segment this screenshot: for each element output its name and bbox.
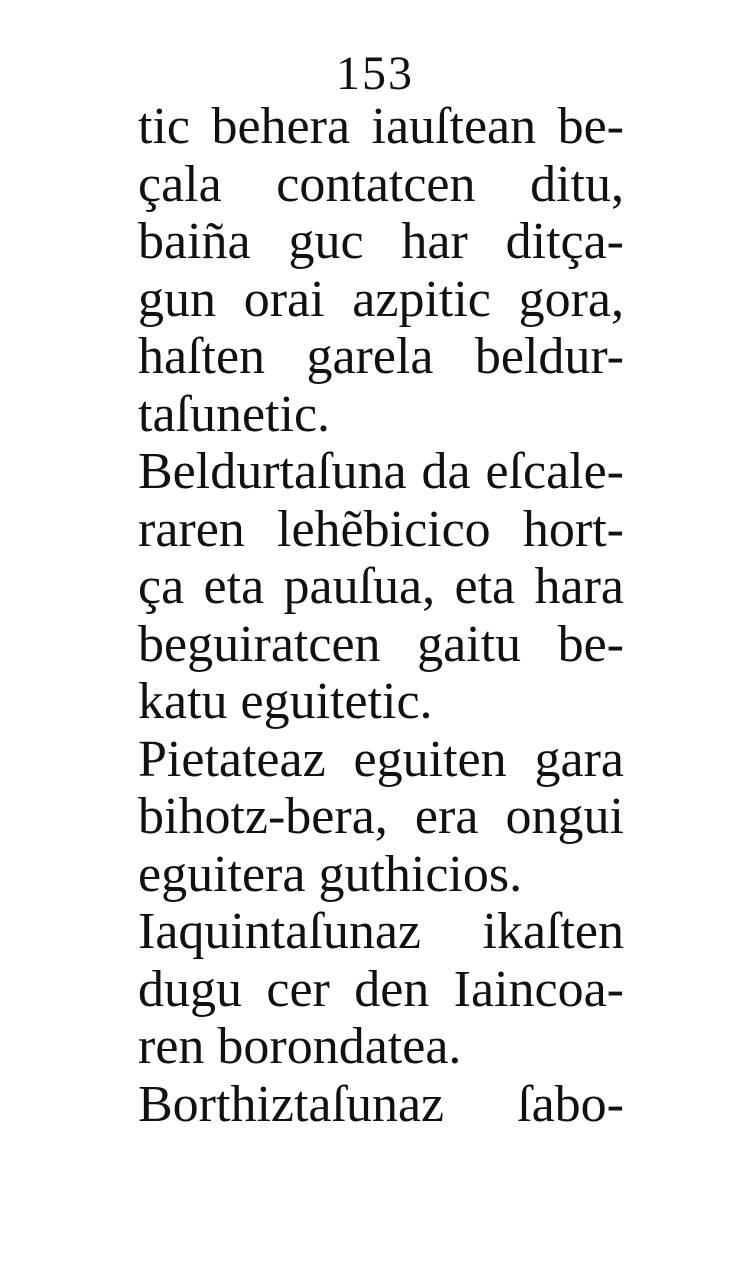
text-line: beguiratcen gaitu be- (138, 615, 624, 673)
text-line: gun orai azpitic gora, (138, 270, 624, 328)
text-line: dugu cer den Iaincoa- (138, 960, 624, 1018)
page-number: 153 (336, 47, 414, 100)
paragraph-3 (138, 731, 624, 904)
paragraph-2 (138, 443, 624, 731)
paragraph-5 (138, 1076, 624, 1134)
text-line: raren lehẽbicico hort- (138, 500, 624, 558)
text-line: çala contatcen ditu, (138, 155, 624, 213)
text-line: katu eguitetic. (138, 673, 433, 730)
text-line: Iaquintaſunaz ikaſten (138, 903, 624, 960)
text-line: Pietateaz eguiten gara (138, 730, 624, 788)
text-line: haſten garela beldur- (138, 328, 624, 385)
paragraph-4 (138, 903, 624, 1076)
body-text (138, 98, 624, 1133)
text-line: Borthiztaſunaz ſabo- (138, 1075, 624, 1133)
text-line: taſunetic. (138, 385, 331, 443)
text-line: Beldurtaſuna da eſcale- (138, 443, 624, 500)
text-line: baiña guc har ditça- (138, 213, 624, 270)
text-line: tic behera iauſtean be- (138, 98, 624, 155)
text-line: eguitera guthicios. (138, 845, 523, 903)
text-line: ça eta pauſua, eta hara (138, 558, 624, 615)
paragraph-1 (138, 98, 624, 443)
text-line: bihotz-bera, era ongui (138, 788, 624, 845)
text-line: ren borondatea. (138, 1018, 462, 1075)
